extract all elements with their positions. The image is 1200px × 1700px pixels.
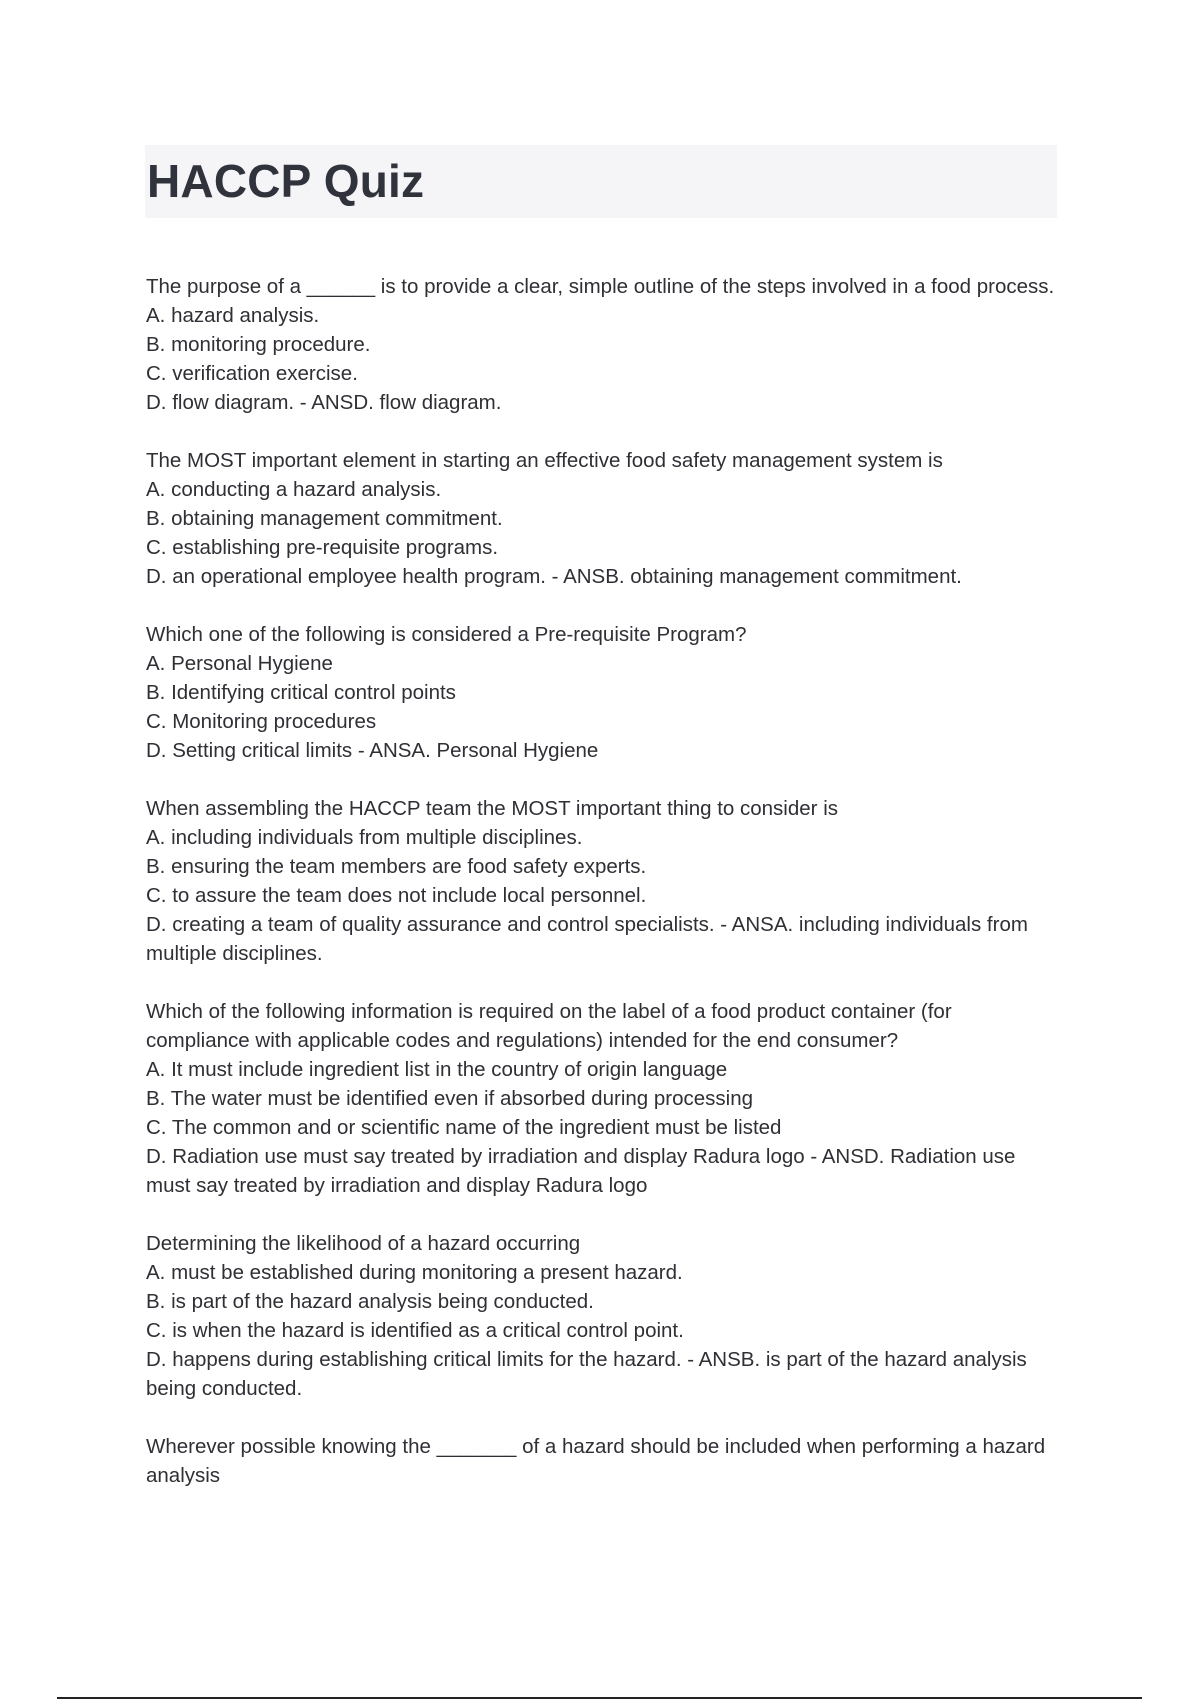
answer-option: D. creating a team of quality assurance and control specialists. - ANSA. including individuals from multiple disciplines. xyxy=(146,913,1028,965)
question-text: When assembling the HACCP team the MOST important thing to consider is xyxy=(146,797,838,820)
answer-option: D. flow diagram. - ANSD. flow diagram. xyxy=(146,391,502,414)
answer-option: C. establishing pre-requisite programs. xyxy=(146,536,499,559)
question-text: The purpose of a ______ is to provide a clear, simple outline of the steps involved in a food process. xyxy=(146,275,1055,298)
answer-option: C. verification exercise. xyxy=(146,362,358,385)
answer-option: C. Monitoring procedures xyxy=(146,710,377,733)
answer-option: B. The water must be identified even if absorbed during processing xyxy=(146,1087,754,1110)
answer-option: B. obtaining management commitment. xyxy=(146,507,503,530)
question-text: The MOST important element in starting an effective food safety management system is xyxy=(146,449,943,472)
answer-option: D. Setting critical limits - ANSA. Personal Hygiene xyxy=(146,739,599,762)
answer-option: C. is when the hazard is identified as a critical control point. xyxy=(146,1319,684,1342)
title-bar xyxy=(145,145,1057,218)
answer-option: A. must be established during monitoring a present hazard. xyxy=(146,1261,683,1284)
answer-option: D. happens during establishing critical limits for the hazard. - ANSB. is part of the hazard analysis being conducted. xyxy=(146,1348,1027,1400)
question-block xyxy=(146,1229,1056,1403)
question-text: Wherever possible knowing the _______ of a hazard should be included when performing a hazard analysis xyxy=(146,1435,1046,1487)
page-title: HACCP Quiz xyxy=(147,155,425,207)
question-block xyxy=(146,620,1056,765)
question-text: Which of the following information is required on the label of a food product container (for compliance with applicable codes and regulations) intended for the end consumer? xyxy=(146,1000,952,1052)
question-text: Determining the likelihood of a hazard occurring xyxy=(146,1232,581,1255)
answer-option: A. hazard analysis. xyxy=(146,304,320,327)
answer-option: B. is part of the hazard analysis being conducted. xyxy=(146,1290,594,1313)
answer-option: D. an operational employee health program. - ANSB. obtaining management commitment. xyxy=(146,565,962,588)
question-block xyxy=(146,1432,1056,1490)
answer-option: C. to assure the team does not include local personnel. xyxy=(146,884,647,907)
answer-option: A. including individuals from multiple disciplines. xyxy=(146,826,583,849)
answer-option: A. Personal Hygiene xyxy=(146,652,333,675)
footer-divider xyxy=(57,1697,1142,1699)
question-block xyxy=(146,446,1056,591)
answer-option: B. monitoring procedure. xyxy=(146,333,371,356)
question-block xyxy=(146,997,1056,1200)
answer-option: B. Identifying critical control points xyxy=(146,681,456,704)
question-text: Which one of the following is considered a Pre-requisite Program? xyxy=(146,623,747,646)
answer-option: D. Radiation use must say treated by irradiation and display Radura logo - ANSD. Radiation use must say treated by irradiation and display Radura logo xyxy=(146,1145,1016,1197)
answer-option: A. It must include ingredient list in the country of origin language xyxy=(146,1058,728,1081)
quiz-content xyxy=(146,272,1056,1519)
question-block xyxy=(146,272,1056,417)
answer-option: C. The common and or scientific name of the ingredient must be listed xyxy=(146,1116,782,1139)
answer-option: A. conducting a hazard analysis. xyxy=(146,478,442,501)
answer-option: B. ensuring the team members are food safety experts. xyxy=(146,855,647,878)
question-block xyxy=(146,794,1056,968)
